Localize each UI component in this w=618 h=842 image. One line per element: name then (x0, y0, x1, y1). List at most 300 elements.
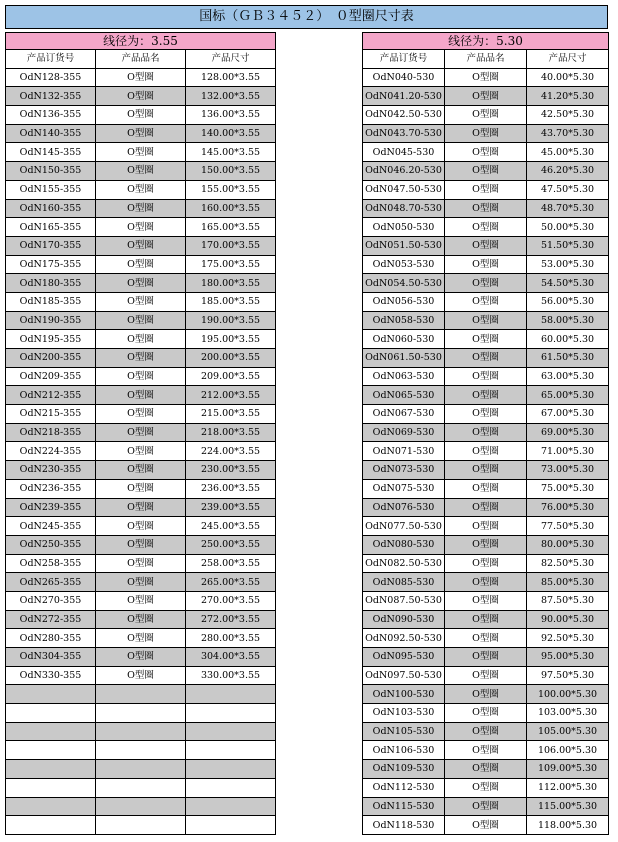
table-row (363, 162, 609, 181)
table-row (6, 741, 276, 760)
product-name-cell: O型圈 (445, 704, 527, 723)
product-name-cell (96, 797, 186, 816)
order-number-cell: OdN076-530 (363, 498, 445, 517)
table-row (6, 367, 276, 386)
product-name-cell: O型圈 (96, 199, 186, 218)
table-wire-5-30 (362, 32, 609, 835)
order-number-cell: OdN087.50-530 (363, 591, 445, 610)
product-size-cell: 87.50*5.30 (527, 591, 609, 610)
product-size-cell: 160.00*3.55 (186, 199, 276, 218)
product-name-cell: O型圈 (445, 442, 527, 461)
product-size-cell: 61.50*5.30 (527, 349, 609, 368)
product-name-cell: O型圈 (445, 274, 527, 293)
order-number-cell: OdN215-355 (6, 405, 96, 424)
section-header-right: 线径为：5.30 (363, 33, 609, 50)
order-number-cell: OdN077.50-530 (363, 517, 445, 536)
product-size-cell: 218.00*3.55 (186, 423, 276, 442)
product-name-cell: O型圈 (445, 311, 527, 330)
order-number-cell: OdN136-355 (6, 106, 96, 125)
order-number-cell: OdN095-530 (363, 648, 445, 667)
order-number-cell: OdN085-530 (363, 573, 445, 592)
product-name-cell: O型圈 (445, 741, 527, 760)
product-size-cell: 128.00*3.55 (186, 68, 276, 87)
order-number-cell: OdN109-530 (363, 760, 445, 779)
table-row (363, 573, 609, 592)
product-size-cell: 239.00*3.55 (186, 498, 276, 517)
product-size-cell: 46.20*5.30 (527, 162, 609, 181)
product-size-cell: 82.50*5.30 (527, 554, 609, 573)
order-number-cell: OdN051.50-530 (363, 236, 445, 255)
order-number-cell: OdN056-530 (363, 292, 445, 311)
table-row (363, 124, 609, 143)
order-number-cell: OdN058-530 (363, 311, 445, 330)
product-name-cell (96, 816, 186, 835)
product-size-cell: 45.00*5.30 (527, 143, 609, 162)
product-name-cell: O型圈 (445, 255, 527, 274)
page-title: 国标（ＧＢ３４５２） ０型圈尺寸表 (5, 5, 608, 29)
order-number-cell: OdN063-530 (363, 367, 445, 386)
product-name-cell: O型圈 (445, 591, 527, 610)
product-name-cell: O型圈 (96, 442, 186, 461)
order-number-cell: OdN115-530 (363, 797, 445, 816)
product-name-cell: O型圈 (96, 236, 186, 255)
product-name-cell: O型圈 (445, 367, 527, 386)
table-row (363, 591, 609, 610)
product-name-cell: O型圈 (96, 498, 186, 517)
table-row (363, 106, 609, 125)
product-size-cell: 115.00*5.30 (527, 797, 609, 816)
table-row (6, 778, 276, 797)
product-size-cell: 270.00*3.55 (186, 591, 276, 610)
product-size-cell: 195.00*3.55 (186, 330, 276, 349)
product-name-cell: O型圈 (96, 349, 186, 368)
product-name-cell: O型圈 (96, 517, 186, 536)
product-name-cell: O型圈 (96, 648, 186, 667)
table-row (6, 87, 276, 106)
product-size-cell: 304.00*3.55 (186, 648, 276, 667)
table-row (6, 124, 276, 143)
order-number-cell (6, 797, 96, 816)
order-number-cell (6, 778, 96, 797)
table-row (363, 816, 609, 835)
order-number-cell: OdN304-355 (6, 648, 96, 667)
product-size-cell: 50.00*5.30 (527, 218, 609, 237)
product-size-cell (186, 778, 276, 797)
product-name-cell: O型圈 (96, 106, 186, 125)
table-row (363, 87, 609, 106)
product-size-cell (186, 760, 276, 779)
order-number-cell: OdN080-530 (363, 535, 445, 554)
table-row (6, 236, 276, 255)
product-name-cell: O型圈 (445, 106, 527, 125)
order-number-cell: OdN190-355 (6, 311, 96, 330)
table-row (6, 685, 276, 704)
order-number-cell: OdN265-355 (6, 573, 96, 592)
table-row (363, 666, 609, 685)
product-size-cell: 47.50*5.30 (527, 180, 609, 199)
product-size-cell: 155.00*3.55 (186, 180, 276, 199)
product-name-cell (96, 778, 186, 797)
order-number-cell: OdN041.20-530 (363, 87, 445, 106)
table-row (6, 610, 276, 629)
table-row (363, 554, 609, 573)
order-number-cell: OdN097.50-530 (363, 666, 445, 685)
product-name-cell: O型圈 (96, 479, 186, 498)
table-row (363, 479, 609, 498)
product-name-cell: O型圈 (445, 629, 527, 648)
order-number-cell: OdN118-530 (363, 816, 445, 835)
product-size-cell: 185.00*3.55 (186, 292, 276, 311)
order-number-cell: OdN209-355 (6, 367, 96, 386)
table-row (6, 629, 276, 648)
product-size-cell: 118.00*5.30 (527, 816, 609, 835)
product-name-cell: O型圈 (445, 461, 527, 480)
order-number-cell: OdN060-530 (363, 330, 445, 349)
table-row (6, 479, 276, 498)
product-size-cell: 145.00*3.55 (186, 143, 276, 162)
product-size-cell: 140.00*3.55 (186, 124, 276, 143)
product-name-cell: O型圈 (96, 629, 186, 648)
table-row (363, 797, 609, 816)
table-row (363, 180, 609, 199)
table-row (6, 461, 276, 480)
product-name-cell (96, 722, 186, 741)
product-size-cell: 69.00*5.30 (527, 423, 609, 442)
product-name-cell: O型圈 (445, 666, 527, 685)
column-header: 产品订货号 (363, 50, 445, 69)
table-row (6, 573, 276, 592)
table-row (363, 255, 609, 274)
section-header-left: 线径为：3.55 (6, 33, 276, 50)
product-size-cell (186, 704, 276, 723)
order-number-cell: OdN061.50-530 (363, 349, 445, 368)
table-row (6, 442, 276, 461)
order-number-cell: OdN212-355 (6, 386, 96, 405)
product-size-cell: 51.50*5.30 (527, 236, 609, 255)
order-number-cell: OdN054.50-530 (363, 274, 445, 293)
product-name-cell: O型圈 (445, 722, 527, 741)
table-row (6, 106, 276, 125)
table-row (363, 199, 609, 218)
order-number-cell: OdN280-355 (6, 629, 96, 648)
product-size-cell: 112.00*5.30 (527, 778, 609, 797)
product-size-cell: 100.00*5.30 (527, 685, 609, 704)
order-number-cell: OdN239-355 (6, 498, 96, 517)
product-name-cell: O型圈 (445, 778, 527, 797)
table-row (363, 367, 609, 386)
product-name-cell: O型圈 (445, 349, 527, 368)
table-row (6, 591, 276, 610)
order-number-cell: OdN040-530 (363, 68, 445, 87)
table-row (363, 68, 609, 87)
product-name-cell: O型圈 (445, 685, 527, 704)
product-name-cell: O型圈 (445, 535, 527, 554)
product-size-cell: 106.00*5.30 (527, 741, 609, 760)
column-header: 产品品名 (445, 50, 527, 69)
order-number-cell: OdN250-355 (6, 535, 96, 554)
product-size-cell: 90.00*5.30 (527, 610, 609, 629)
product-size-cell: 175.00*3.55 (186, 255, 276, 274)
order-number-cell (6, 741, 96, 760)
table-row (363, 610, 609, 629)
product-size-cell: 73.00*5.30 (527, 461, 609, 480)
column-header: 产品订货号 (6, 50, 96, 69)
product-name-cell: O型圈 (96, 180, 186, 199)
product-size-cell: 109.00*5.30 (527, 760, 609, 779)
product-size-cell: 63.00*5.30 (527, 367, 609, 386)
table-row (6, 386, 276, 405)
table-row (363, 143, 609, 162)
product-size-cell: 132.00*3.55 (186, 87, 276, 106)
table-row (6, 274, 276, 293)
product-size-cell: 80.00*5.30 (527, 535, 609, 554)
product-size-cell: 75.00*5.30 (527, 479, 609, 498)
product-size-cell: 48.70*5.30 (527, 199, 609, 218)
table-row (6, 330, 276, 349)
table-row (6, 68, 276, 87)
table-row (6, 423, 276, 442)
product-name-cell: O型圈 (96, 330, 186, 349)
product-name-cell: O型圈 (96, 461, 186, 480)
order-number-cell: OdN112-530 (363, 778, 445, 797)
order-number-cell: OdN245-355 (6, 517, 96, 536)
table-row (363, 722, 609, 741)
product-name-cell: O型圈 (96, 143, 186, 162)
table-row (363, 405, 609, 424)
product-size-cell: 85.00*5.30 (527, 573, 609, 592)
table-row (363, 236, 609, 255)
order-number-cell: OdN045-530 (363, 143, 445, 162)
order-number-cell: OdN103-530 (363, 704, 445, 723)
table-row (6, 405, 276, 424)
product-name-cell: O型圈 (445, 162, 527, 181)
table-row (363, 648, 609, 667)
product-size-cell: 150.00*3.55 (186, 162, 276, 181)
order-number-cell: OdN047.50-530 (363, 180, 445, 199)
table-row (363, 535, 609, 554)
order-number-cell (6, 816, 96, 835)
product-name-cell: O型圈 (445, 498, 527, 517)
table-row (6, 255, 276, 274)
product-size-cell: 92.50*5.30 (527, 629, 609, 648)
order-number-cell: OdN092.50-530 (363, 629, 445, 648)
order-number-cell: OdN082.50-530 (363, 554, 445, 573)
order-number-cell: OdN075-530 (363, 479, 445, 498)
product-name-cell: O型圈 (445, 218, 527, 237)
product-name-cell: O型圈 (445, 180, 527, 199)
product-name-cell: O型圈 (96, 666, 186, 685)
product-size-cell: 40.00*5.30 (527, 68, 609, 87)
product-name-cell: O型圈 (445, 573, 527, 592)
product-size-cell (186, 722, 276, 741)
table-row (363, 386, 609, 405)
product-name-cell (96, 685, 186, 704)
order-number-cell: OdN073-530 (363, 461, 445, 480)
product-name-cell (96, 704, 186, 723)
table-row (6, 666, 276, 685)
product-name-cell: O型圈 (96, 573, 186, 592)
table-row (6, 722, 276, 741)
product-size-cell: 272.00*3.55 (186, 610, 276, 629)
product-size-cell: 53.00*5.30 (527, 255, 609, 274)
product-size-cell: 97.50*5.30 (527, 666, 609, 685)
product-name-cell: O型圈 (96, 68, 186, 87)
order-number-cell: OdN067-530 (363, 405, 445, 424)
table-row (6, 797, 276, 816)
order-number-cell: OdN145-355 (6, 143, 96, 162)
product-name-cell: O型圈 (445, 479, 527, 498)
table-row (6, 704, 276, 723)
order-number-cell: OdN048.70-530 (363, 199, 445, 218)
order-number-cell: OdN065-530 (363, 386, 445, 405)
order-number-cell: OdN270-355 (6, 591, 96, 610)
product-name-cell: O型圈 (445, 423, 527, 442)
table-row (6, 292, 276, 311)
product-name-cell: O型圈 (445, 236, 527, 255)
product-name-cell: O型圈 (96, 274, 186, 293)
product-name-cell: O型圈 (96, 386, 186, 405)
product-size-cell: 180.00*3.55 (186, 274, 276, 293)
product-size-cell: 330.00*3.55 (186, 666, 276, 685)
order-number-cell (6, 760, 96, 779)
product-name-cell: O型圈 (445, 797, 527, 816)
product-name-cell: O型圈 (96, 292, 186, 311)
product-size-cell: 280.00*3.55 (186, 629, 276, 648)
table-row (6, 218, 276, 237)
product-size-cell: 58.00*5.30 (527, 311, 609, 330)
order-number-cell: OdN224-355 (6, 442, 96, 461)
table-row (6, 498, 276, 517)
table-row (363, 274, 609, 293)
product-name-cell: O型圈 (96, 591, 186, 610)
table-row (363, 349, 609, 368)
table-row (363, 218, 609, 237)
order-number-cell: OdN132-355 (6, 87, 96, 106)
order-number-cell (6, 722, 96, 741)
order-number-cell: OdN069-530 (363, 423, 445, 442)
product-size-cell: 209.00*3.55 (186, 367, 276, 386)
table-row (363, 685, 609, 704)
product-size-cell: 190.00*3.55 (186, 311, 276, 330)
order-number-cell: OdN043.70-530 (363, 124, 445, 143)
order-number-cell: OdN185-355 (6, 292, 96, 311)
table-row (363, 760, 609, 779)
product-name-cell: O型圈 (96, 554, 186, 573)
order-number-cell: OdN170-355 (6, 236, 96, 255)
order-number-cell: OdN330-355 (6, 666, 96, 685)
product-name-cell: O型圈 (445, 87, 527, 106)
table-row (363, 292, 609, 311)
product-size-cell: 230.00*3.55 (186, 461, 276, 480)
table-row (6, 816, 276, 835)
order-number-cell: OdN090-530 (363, 610, 445, 629)
table-row (363, 423, 609, 442)
product-size-cell: 103.00*5.30 (527, 704, 609, 723)
order-number-cell: OdN071-530 (363, 442, 445, 461)
product-name-cell: O型圈 (445, 199, 527, 218)
product-size-cell: 236.00*3.55 (186, 479, 276, 498)
order-number-cell: OdN053-530 (363, 255, 445, 274)
product-size-cell: 200.00*3.55 (186, 349, 276, 368)
product-name-cell (96, 760, 186, 779)
table-row (6, 349, 276, 368)
product-name-cell: O型圈 (445, 816, 527, 835)
order-number-cell: OdN106-530 (363, 741, 445, 760)
order-number-cell (6, 704, 96, 723)
order-number-cell (6, 685, 96, 704)
product-name-cell: O型圈 (96, 311, 186, 330)
table-row (363, 629, 609, 648)
table-row (6, 199, 276, 218)
table-row (6, 311, 276, 330)
table-row (363, 704, 609, 723)
table-row (6, 517, 276, 536)
column-header: 产品尺寸 (186, 50, 276, 69)
order-number-cell: OdN218-355 (6, 423, 96, 442)
product-size-cell: 245.00*3.55 (186, 517, 276, 536)
product-size-cell: 76.00*5.30 (527, 498, 609, 517)
order-number-cell: OdN050-530 (363, 218, 445, 237)
table-row (6, 648, 276, 667)
product-size-cell: 105.00*5.30 (527, 722, 609, 741)
product-size-cell: 41.20*5.30 (527, 87, 609, 106)
order-number-cell: OdN042.50-530 (363, 106, 445, 125)
table-row (363, 461, 609, 480)
product-size-cell: 250.00*3.55 (186, 535, 276, 554)
column-header: 产品尺寸 (527, 50, 609, 69)
product-name-cell: O型圈 (445, 68, 527, 87)
table-row (6, 535, 276, 554)
table-row (363, 517, 609, 536)
product-size-cell (186, 797, 276, 816)
product-name-cell: O型圈 (96, 124, 186, 143)
order-number-cell: OdN200-355 (6, 349, 96, 368)
table-row (6, 162, 276, 181)
product-size-cell: 42.50*5.30 (527, 106, 609, 125)
product-name-cell: O型圈 (96, 218, 186, 237)
product-name-cell: O型圈 (96, 405, 186, 424)
table-row (6, 180, 276, 199)
table-row (6, 760, 276, 779)
product-name-cell: O型圈 (445, 760, 527, 779)
product-name-cell: O型圈 (96, 535, 186, 554)
order-number-cell: OdN236-355 (6, 479, 96, 498)
order-number-cell: OdN100-530 (363, 685, 445, 704)
product-name-cell: O型圈 (445, 386, 527, 405)
order-number-cell: OdN195-355 (6, 330, 96, 349)
product-size-cell: 60.00*5.30 (527, 330, 609, 349)
product-name-cell: O型圈 (445, 554, 527, 573)
product-size-cell (186, 741, 276, 760)
product-size-cell: 56.00*5.30 (527, 292, 609, 311)
product-name-cell: O型圈 (445, 124, 527, 143)
table-row (363, 498, 609, 517)
product-size-cell (186, 685, 276, 704)
product-name-cell: O型圈 (445, 517, 527, 536)
product-name-cell: O型圈 (445, 648, 527, 667)
column-header: 产品品名 (96, 50, 186, 69)
order-number-cell: OdN258-355 (6, 554, 96, 573)
product-size-cell: 71.00*5.30 (527, 442, 609, 461)
order-number-cell: OdN046.20-530 (363, 162, 445, 181)
product-size-cell: 265.00*3.55 (186, 573, 276, 592)
product-name-cell (96, 741, 186, 760)
product-name-cell: O型圈 (445, 143, 527, 162)
table-wire-3-55 (5, 32, 276, 835)
product-name-cell: O型圈 (445, 330, 527, 349)
table-row (363, 741, 609, 760)
product-size-cell: 165.00*3.55 (186, 218, 276, 237)
